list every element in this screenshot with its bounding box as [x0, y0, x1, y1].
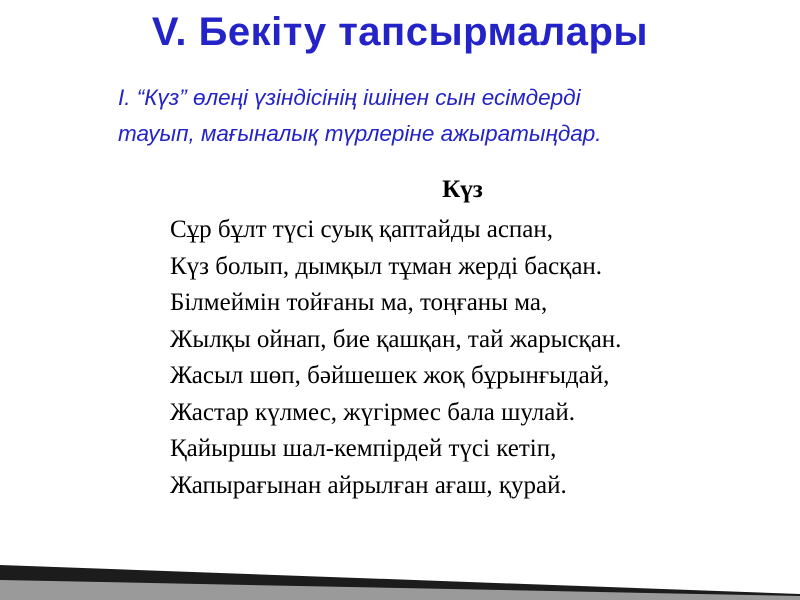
task-line: тауып, мағыналық түрлеріне ажыратыңдар. [118, 121, 602, 146]
poem-line: Жасыл шөп, бәйшешек жоқ бұрынғыдай, [170, 362, 610, 389]
poem-line: Күз болып, дымқыл тұман жерді басқан. [170, 252, 603, 280]
task-line: I. “Күз” өлеңі үзіндісінің ішінен сын есімдерді [118, 85, 581, 110]
poem-text [170, 212, 621, 504]
decorative-swoosh [0, 510, 800, 600]
poem-line: Жапырағынан айрылған ағаш, қурай. [170, 471, 567, 499]
poem-line: Білмеймін тойғаны ма, тоңғаны ма, [170, 289, 548, 316]
slide-title: V. Бекіту тапсырмалары [151, 10, 649, 54]
poem-title: Күз [442, 176, 483, 203]
poem-line: Жастар күлмес, жүгірмес бала шулай. [170, 398, 575, 426]
poem-line: Жылқы ойнап, бие қашқан, тай жарысқан. [170, 325, 622, 353]
poem-line: Сұр бұлт түсі суық қаптайды аспан, [170, 216, 554, 243]
poem-line: Қайыршы шал-кемпірдей түсі кетіп, [170, 435, 557, 462]
task-instruction [118, 80, 758, 152]
